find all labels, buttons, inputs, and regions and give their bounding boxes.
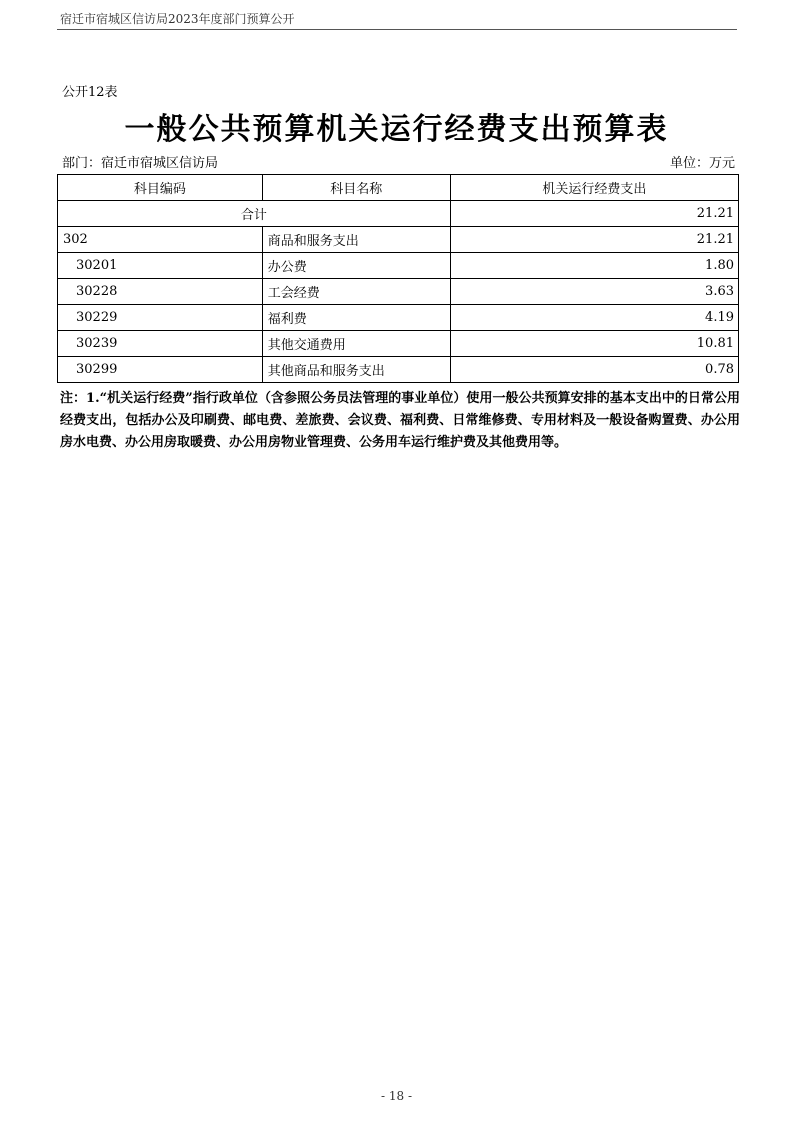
row-code: 30228 — [58, 279, 263, 305]
row-name: 其他商品和服务支出 — [262, 357, 450, 383]
column-header-expense: 机关运行经费支出 — [450, 175, 738, 201]
row-name: 商品和服务支出 — [262, 227, 450, 253]
row-value: 3.63 — [450, 279, 738, 305]
total-value: 21.21 — [450, 201, 738, 227]
budget-table — [57, 174, 739, 383]
row-value: 10.81 — [450, 331, 738, 357]
row-code: 30201 — [58, 253, 263, 279]
row-name: 福利费 — [262, 305, 450, 331]
total-row — [58, 201, 739, 227]
row-code: 30239 — [58, 331, 263, 357]
footnote: 注：1.“机关运行经费”指行政单位（含参照公务员法管理的事业单位）使用一般公共预算安排的基本支出中的日常公用经费支出，包括办公及印刷费、邮电费、差旅费、会议费、福利费、日常维修费、专用材料及一般设备购置费、办公用房水电费、办公用房取暖费、办公用房物业管理费、公务用车运行维护费及其他费用等。 — [60, 391, 740, 450]
page-title: 一般公共预算机关运行经费支出预算表 — [124, 112, 669, 147]
column-header-name: 科目名称 — [262, 175, 450, 201]
table-header-row — [58, 175, 739, 201]
row-name: 办公费 — [262, 253, 450, 279]
department-label: 部门：宿迁市宿城区信访局 — [62, 156, 219, 171]
table-row — [58, 227, 739, 253]
row-name: 工会经费 — [262, 279, 450, 305]
row-value: 1.80 — [450, 253, 738, 279]
table-row — [58, 305, 739, 331]
page-number: - 18 - — [380, 1089, 412, 1103]
row-value: 0.78 — [450, 357, 738, 383]
column-header-code: 科目编码 — [58, 175, 263, 201]
table-row — [58, 279, 739, 305]
running-header: 宿迁市宿城区信访局2023年度部门预算公开 — [60, 12, 295, 26]
row-code: 30299 — [58, 357, 263, 383]
table-row — [58, 357, 739, 383]
row-name: 其他交通费用 — [262, 331, 450, 357]
table-row — [58, 253, 739, 279]
total-label: 合计 — [58, 201, 451, 227]
table-code: 公开12表 — [62, 85, 118, 100]
row-code: 302 — [58, 227, 263, 253]
unit-label: 单位：万元 — [669, 156, 735, 171]
row-value: 4.19 — [450, 305, 738, 331]
row-code: 30229 — [58, 305, 263, 331]
row-value: 21.21 — [450, 227, 738, 253]
table-row — [58, 331, 739, 357]
header-divider — [57, 29, 737, 30]
